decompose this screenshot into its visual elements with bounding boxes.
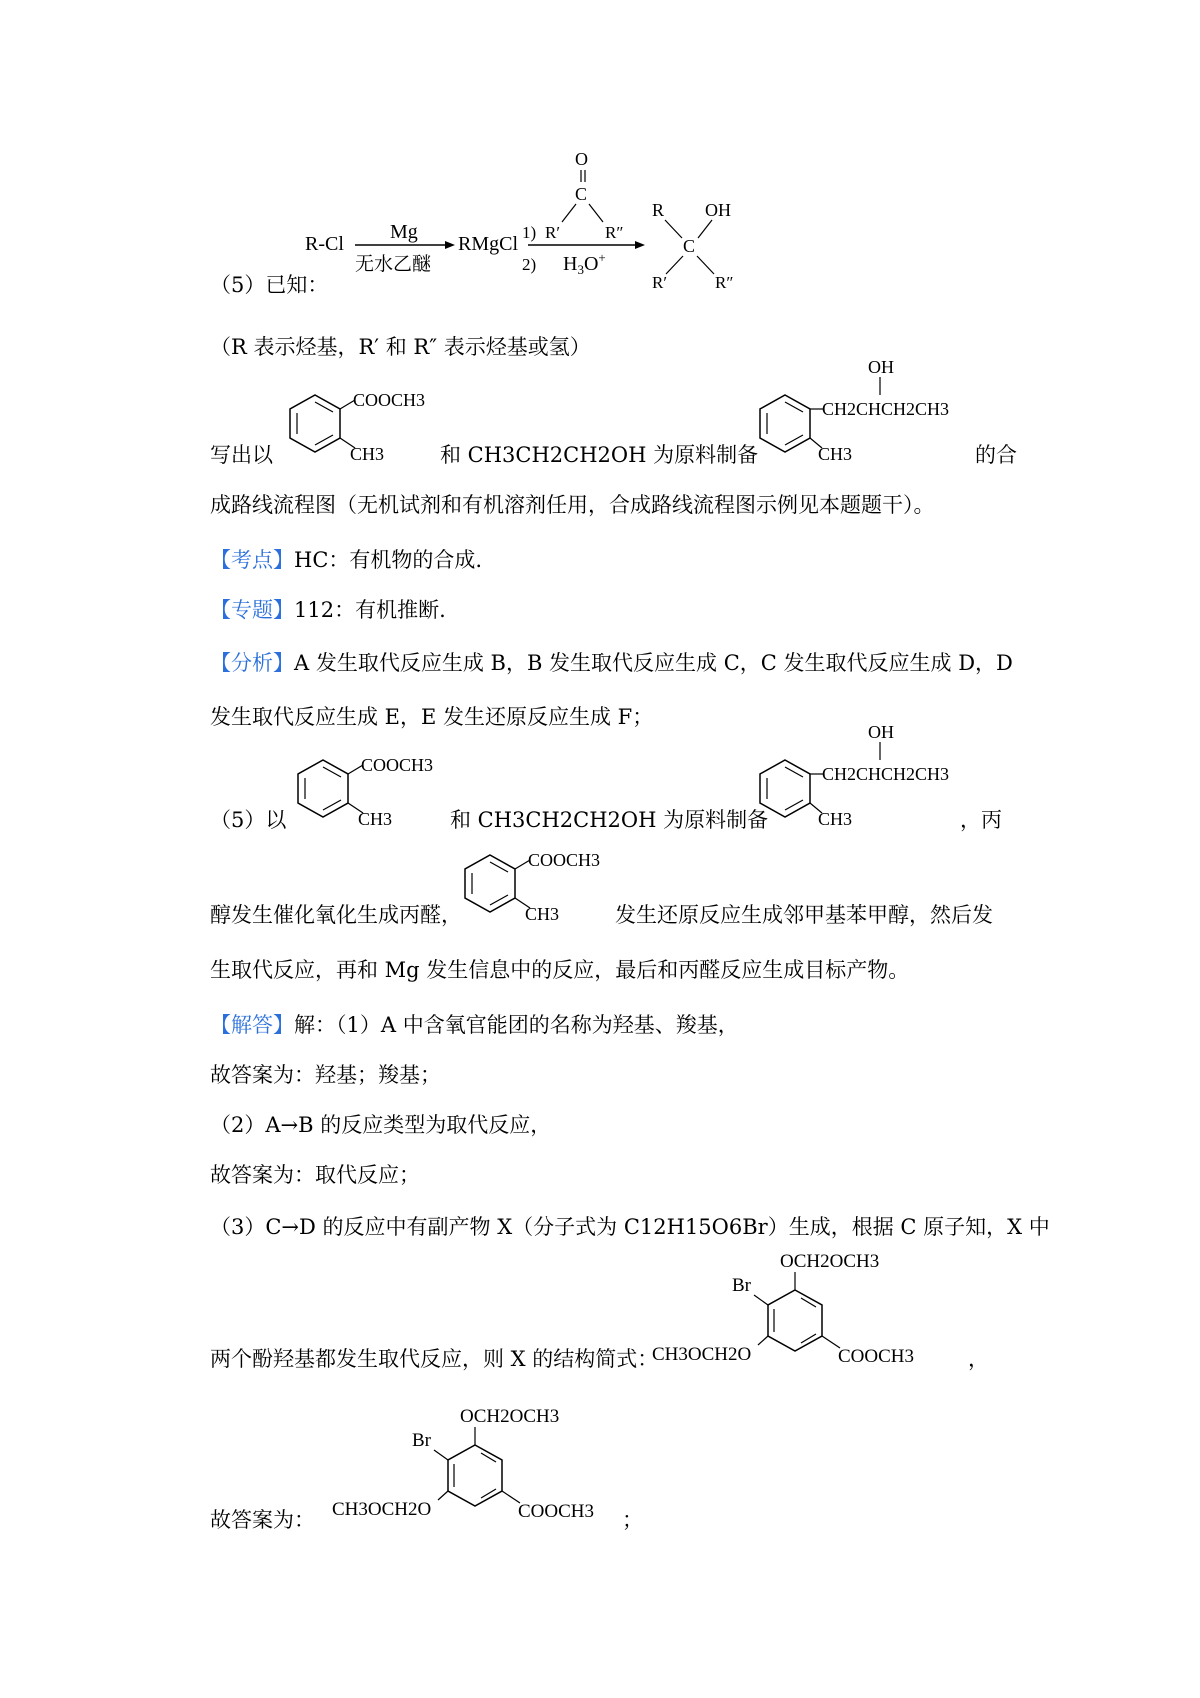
- jieda-line7-end: ；: [622, 1508, 643, 1532]
- h3o-reagent: $H_3O^+$: [563, 250, 606, 277]
- zhuanti-line: [210, 595, 446, 625]
- x-br: Br: [732, 1275, 751, 1296]
- target-alcohol-structure: [740, 355, 980, 485]
- q5-analysis-comma: ，丙: [960, 808, 1002, 832]
- target-alcohol-structure-2: [740, 720, 980, 850]
- zhuanti-text: 112：有机推断.: [294, 598, 446, 622]
- x-right-group: COOCH3: [838, 1346, 915, 1367]
- q5-analysis-line3: 生取代反应，再和 Mg 发生信息中的反应，最后和丙醛反应生成目标产物。: [210, 958, 910, 982]
- kaodian-text: HC：有机物的合成.: [294, 548, 483, 572]
- ch3-label: CH3: [818, 809, 853, 829]
- carbonyl-r-dprime: R″: [605, 223, 624, 242]
- carbonyl-o: O: [575, 149, 588, 169]
- fenxi-line1: [210, 648, 1013, 678]
- q5-analysis-line2b: 发生还原反应生成邻甲基苯甲醇，然后发: [615, 903, 993, 927]
- jieda-line5: （3）C→D 的反应中有副产物 X（分子式为 C12H15O6Br）生成，根据 C 原子知，X 中: [210, 1215, 1050, 1239]
- x-right-group: COOCH3: [518, 1501, 595, 1522]
- product-c: C: [683, 236, 696, 256]
- jieda-line3: （2）A→B 的反应类型为取代反应，: [210, 1113, 552, 1137]
- r-group-note: （R 表示烃基，R′ 和 R″ 表示烃基或氢）: [210, 335, 591, 359]
- product-oh: OH: [705, 200, 731, 220]
- r-cl-label: R-Cl: [305, 233, 344, 255]
- methyl-2-methylbenzoate-structure-3: [445, 840, 615, 940]
- x-left-group: CH3OCH2O: [332, 1499, 432, 1520]
- x-structure: [652, 1245, 980, 1395]
- jieda-line1: [210, 1010, 739, 1040]
- jieda-line2: 故答案为：羟基；羧基；: [210, 1063, 441, 1087]
- kaodian-line: [210, 545, 482, 575]
- step-1: 1): [522, 223, 537, 242]
- product-r: R: [652, 200, 665, 220]
- cooch3-label: COOCH3: [528, 850, 601, 870]
- ch3-label: CH3: [358, 809, 393, 829]
- task-and-text: 和 CH3CH2CH2OH 为原料制备: [440, 443, 759, 467]
- zhuanti-tag: 【专题】: [210, 598, 294, 622]
- rmgcl-label: RMgCl: [458, 233, 519, 255]
- kaodian-tag: 【考点】: [210, 548, 294, 572]
- x-left-group: CH3OCH2O: [652, 1344, 752, 1365]
- x-structure-answer: [332, 1400, 660, 1550]
- cooch3-label: COOCH3: [361, 755, 434, 775]
- oh-label: OH: [868, 722, 894, 742]
- jieda-line6-end: ，: [968, 1347, 989, 1371]
- x-top-group: OCH2OCH3: [460, 1406, 560, 1427]
- fenxi-line2: 发生取代反应生成 E，E 发生还原反应生成 F；: [210, 705, 654, 729]
- q5-analysis-line2a: 醇发生催化氧化生成丙醛，: [210, 903, 462, 927]
- methyl-2-methylbenzoate-structure-2: [278, 745, 448, 845]
- q5-analysis-prefix: （5）以: [210, 808, 287, 832]
- chain-label: CH2CHCH2CH3: [822, 399, 950, 419]
- grignard-scheme: [300, 150, 800, 320]
- task-write-with: 写出以: [210, 443, 273, 467]
- x-top-group: OCH2OCH3: [780, 1251, 880, 1272]
- task-line2: 成路线流程图（无机试剂和有机溶剂任用，合成路线流程图示例见本题题干）。: [210, 493, 935, 517]
- ch3-label: CH3: [818, 444, 853, 464]
- mg-reagent: Mg: [390, 221, 418, 243]
- jieda-line7: 故答案为：: [210, 1508, 315, 1532]
- fenxi-text: A 发生取代反应生成 B，B 发生取代反应生成 C，C 发生取代反应生成 D，D: [294, 651, 1013, 675]
- jieda-line6: 两个酚羟基都发生取代反应，则 X 的结构简式：: [210, 1347, 659, 1371]
- carbonyl-c: C: [575, 184, 588, 204]
- jieda-line4: 故答案为：取代反应；: [210, 1163, 420, 1187]
- methyl-2-methylbenzoate-structure: [270, 380, 440, 480]
- jieda-tag: 【解答】: [210, 1013, 294, 1037]
- product-r-prime: R′: [652, 273, 668, 292]
- q5-known-prefix: （5）已知：: [210, 273, 329, 297]
- x-br: Br: [412, 1430, 431, 1451]
- task-of-text: 的合: [975, 443, 1017, 467]
- q5-analysis-and: 和 CH3CH2CH2OH 为原料制备: [450, 808, 769, 832]
- step-2: 2): [522, 255, 537, 274]
- cooch3-label: COOCH3: [353, 390, 426, 410]
- carbonyl-r-prime: R′: [545, 223, 561, 242]
- ch3-label: CH3: [525, 904, 560, 924]
- jieda-text: 解：（1）A 中含氧官能团的名称为羟基、羧基，: [294, 1013, 739, 1037]
- ether-solvent: 无水乙醚: [355, 253, 432, 275]
- fenxi-tag: 【分析】: [210, 651, 294, 675]
- ch3-label: CH3: [350, 444, 385, 464]
- oh-label: OH: [868, 357, 894, 377]
- chain-label: CH2CHCH2CH3: [822, 764, 950, 784]
- product-r-dprime: R″: [715, 273, 734, 292]
